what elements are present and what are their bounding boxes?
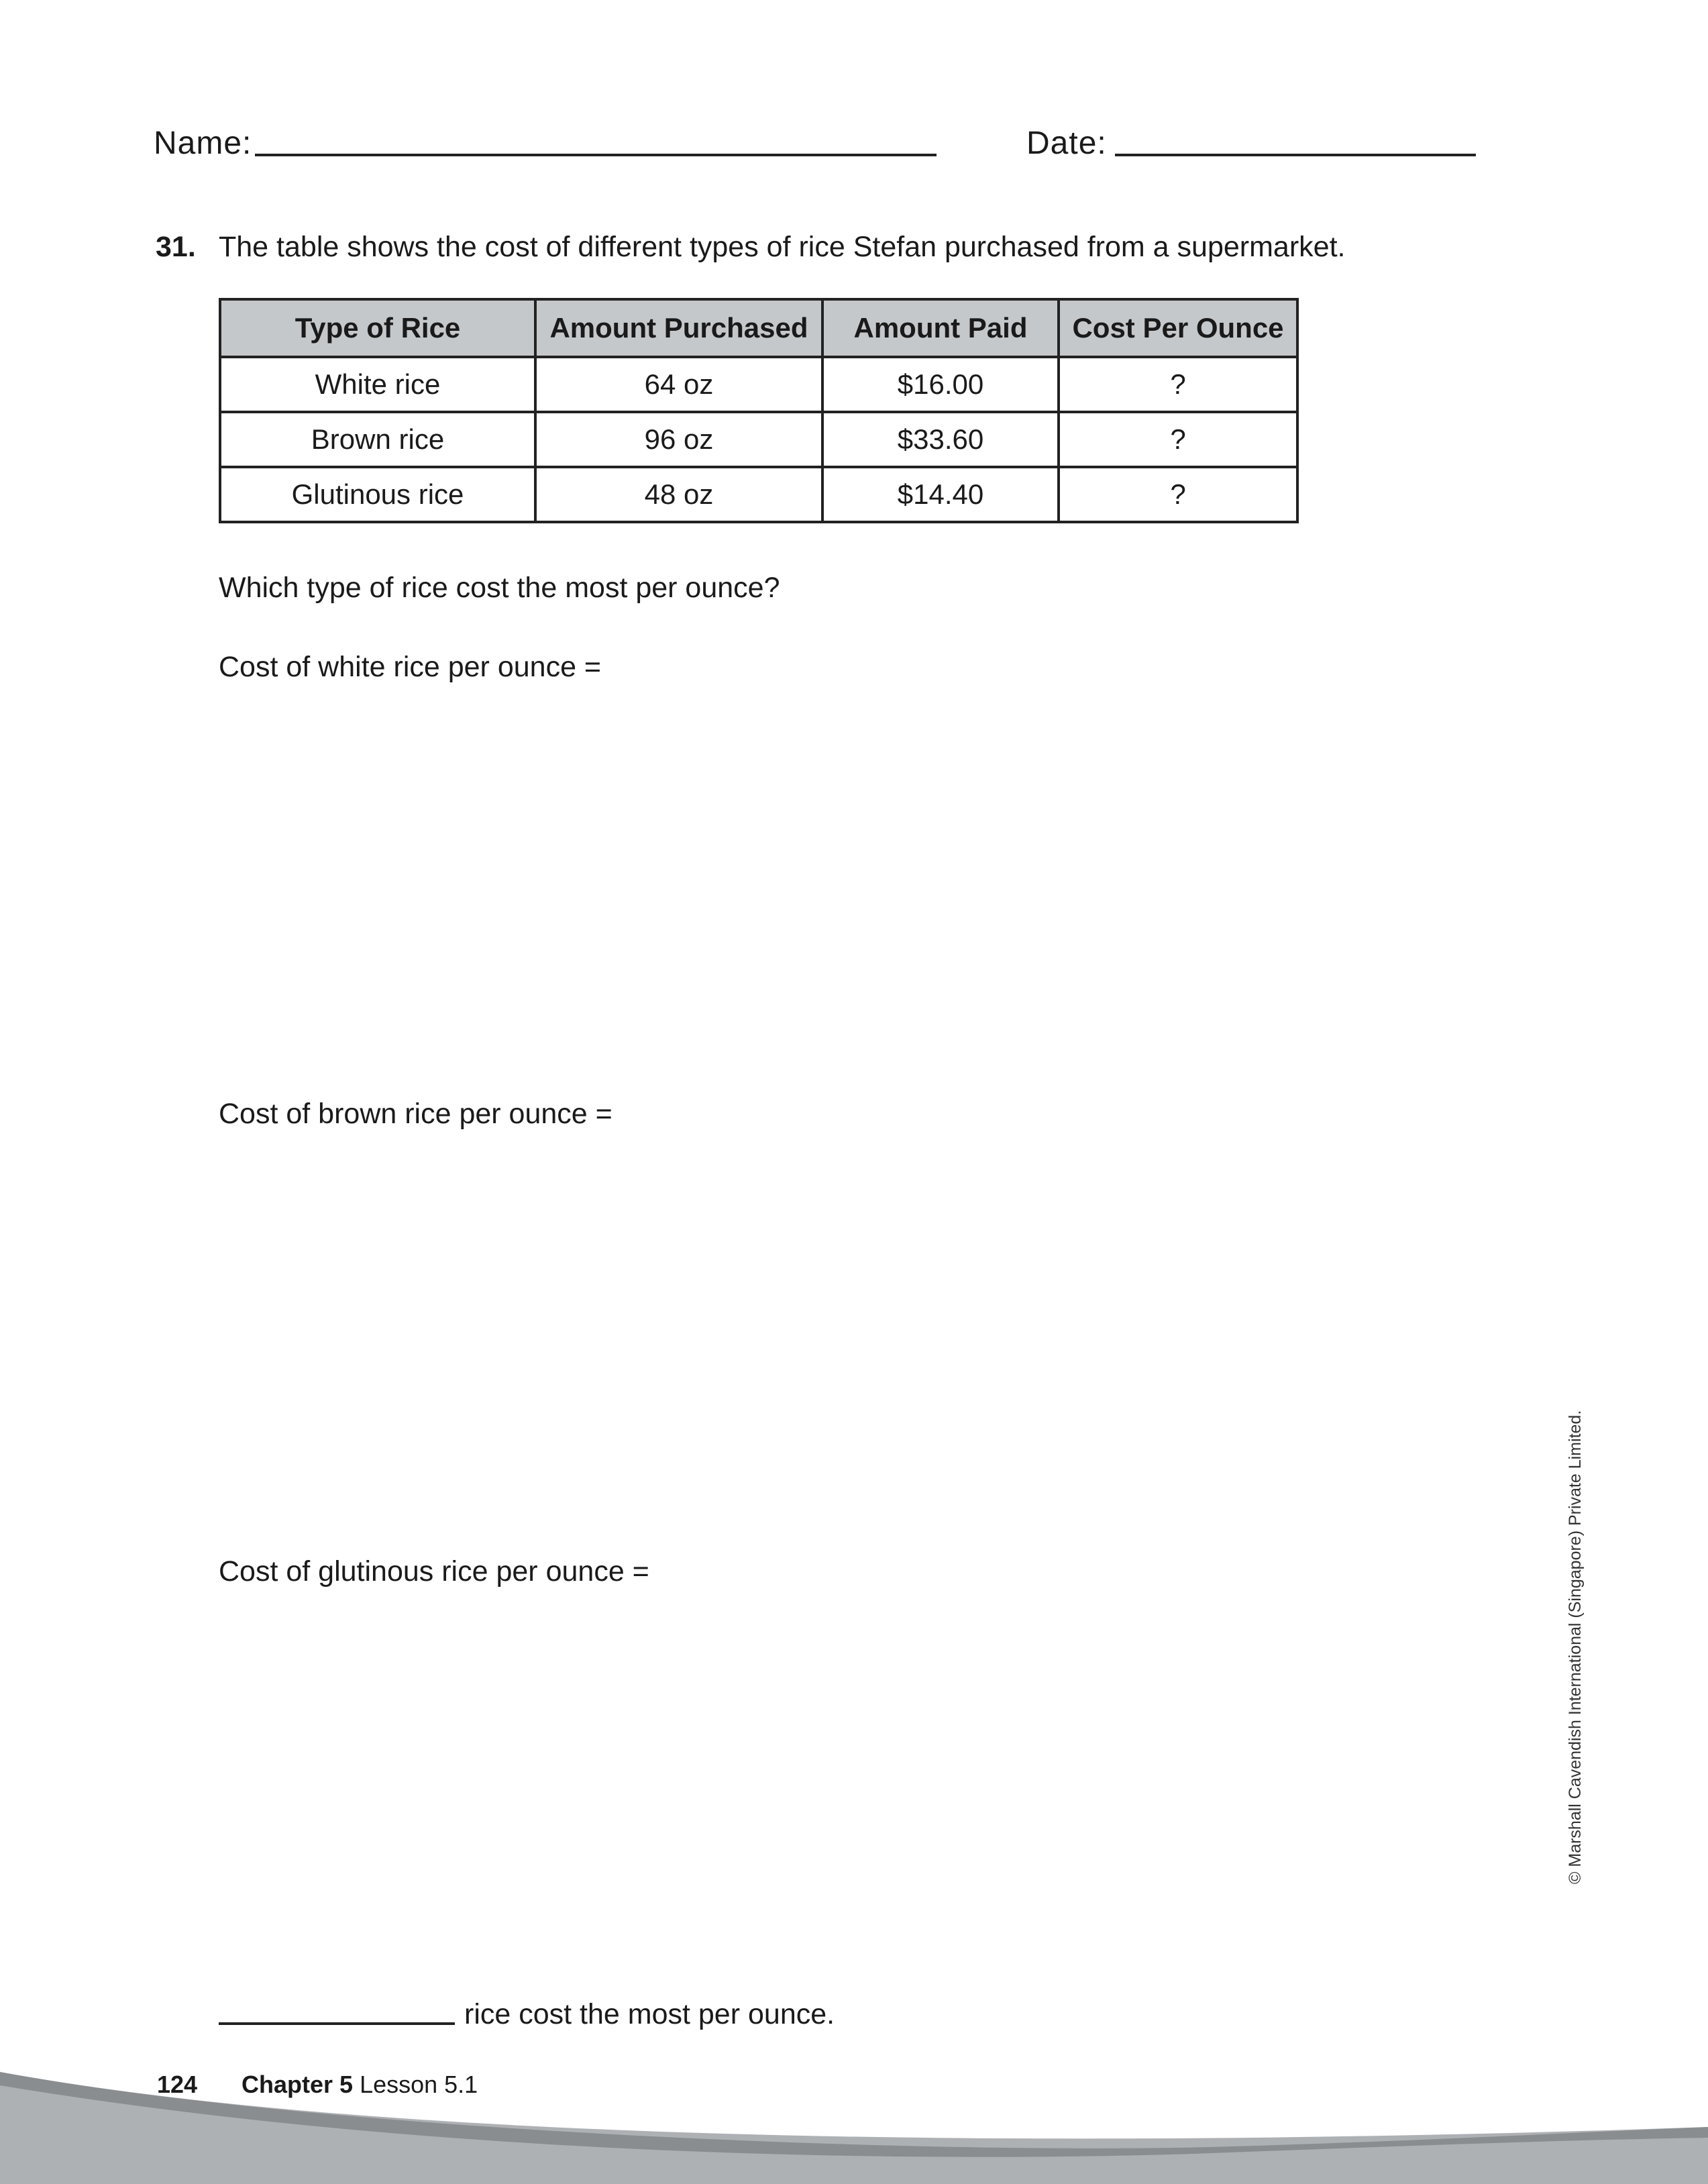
table-cell: ? (1059, 412, 1297, 467)
table-cell: $14.40 (822, 467, 1059, 522)
table-cell: $33.60 (822, 412, 1059, 467)
question-prompt: The table shows the cost of different types of rice Stefan purchased from a supermarket. (219, 231, 1346, 263)
table-cell: 96 oz (535, 412, 822, 467)
brown-rice-prompt: Cost of brown rice per ounce = (219, 1098, 612, 1130)
table-cell: White rice (220, 357, 535, 412)
table-row (220, 412, 1297, 467)
chapter-lesson-label (242, 2071, 478, 2099)
answer-suffix: rice cost the most per ounce. (464, 1998, 835, 2030)
copyright-notice: © Marshall Cavendish International (Singapore) Private Limited. (1566, 1410, 1585, 1884)
question-number: 31. (156, 231, 196, 263)
table-cell: Brown rice (220, 412, 535, 467)
page-number: 124 (157, 2071, 198, 2098)
name-field[interactable] (255, 154, 937, 156)
table-row (220, 467, 1297, 522)
date-label: Date: (1026, 125, 1107, 161)
white-rice-prompt: Cost of white rice per ounce = (219, 651, 602, 683)
which-question: Which type of rice cost the most per ounce? (219, 572, 780, 604)
answer-blank[interactable] (219, 2022, 455, 2025)
column-header: Amount Paid (822, 299, 1059, 357)
table-cell: $16.00 (822, 357, 1059, 412)
glutinous-rice-work-area[interactable] (219, 1602, 1493, 1978)
table-cell: 64 oz (535, 357, 822, 412)
glutinous-rice-prompt: Cost of glutinous rice per ounce = (219, 1555, 649, 1588)
table-row (220, 357, 1297, 412)
chapter-label: Chapter 5 (242, 2071, 354, 2098)
column-header: Amount Purchased (535, 299, 822, 357)
date-field[interactable] (1115, 154, 1476, 156)
table-cell: Glutinous rice (220, 467, 535, 522)
table-cell: ? (1059, 357, 1297, 412)
name-label: Name: (154, 125, 252, 161)
brown-rice-work-area[interactable] (219, 1145, 1493, 1520)
table-header-row (220, 299, 1297, 357)
column-header: Cost Per Ounce (1059, 299, 1297, 357)
lesson-label: Lesson 5.1 (360, 2071, 478, 2098)
column-header: Type of Rice (220, 299, 535, 357)
white-rice-work-area[interactable] (219, 698, 1493, 1074)
table-cell: ? (1059, 467, 1297, 522)
rice-cost-table (219, 298, 1299, 523)
table-cell: 48 oz (535, 467, 822, 522)
